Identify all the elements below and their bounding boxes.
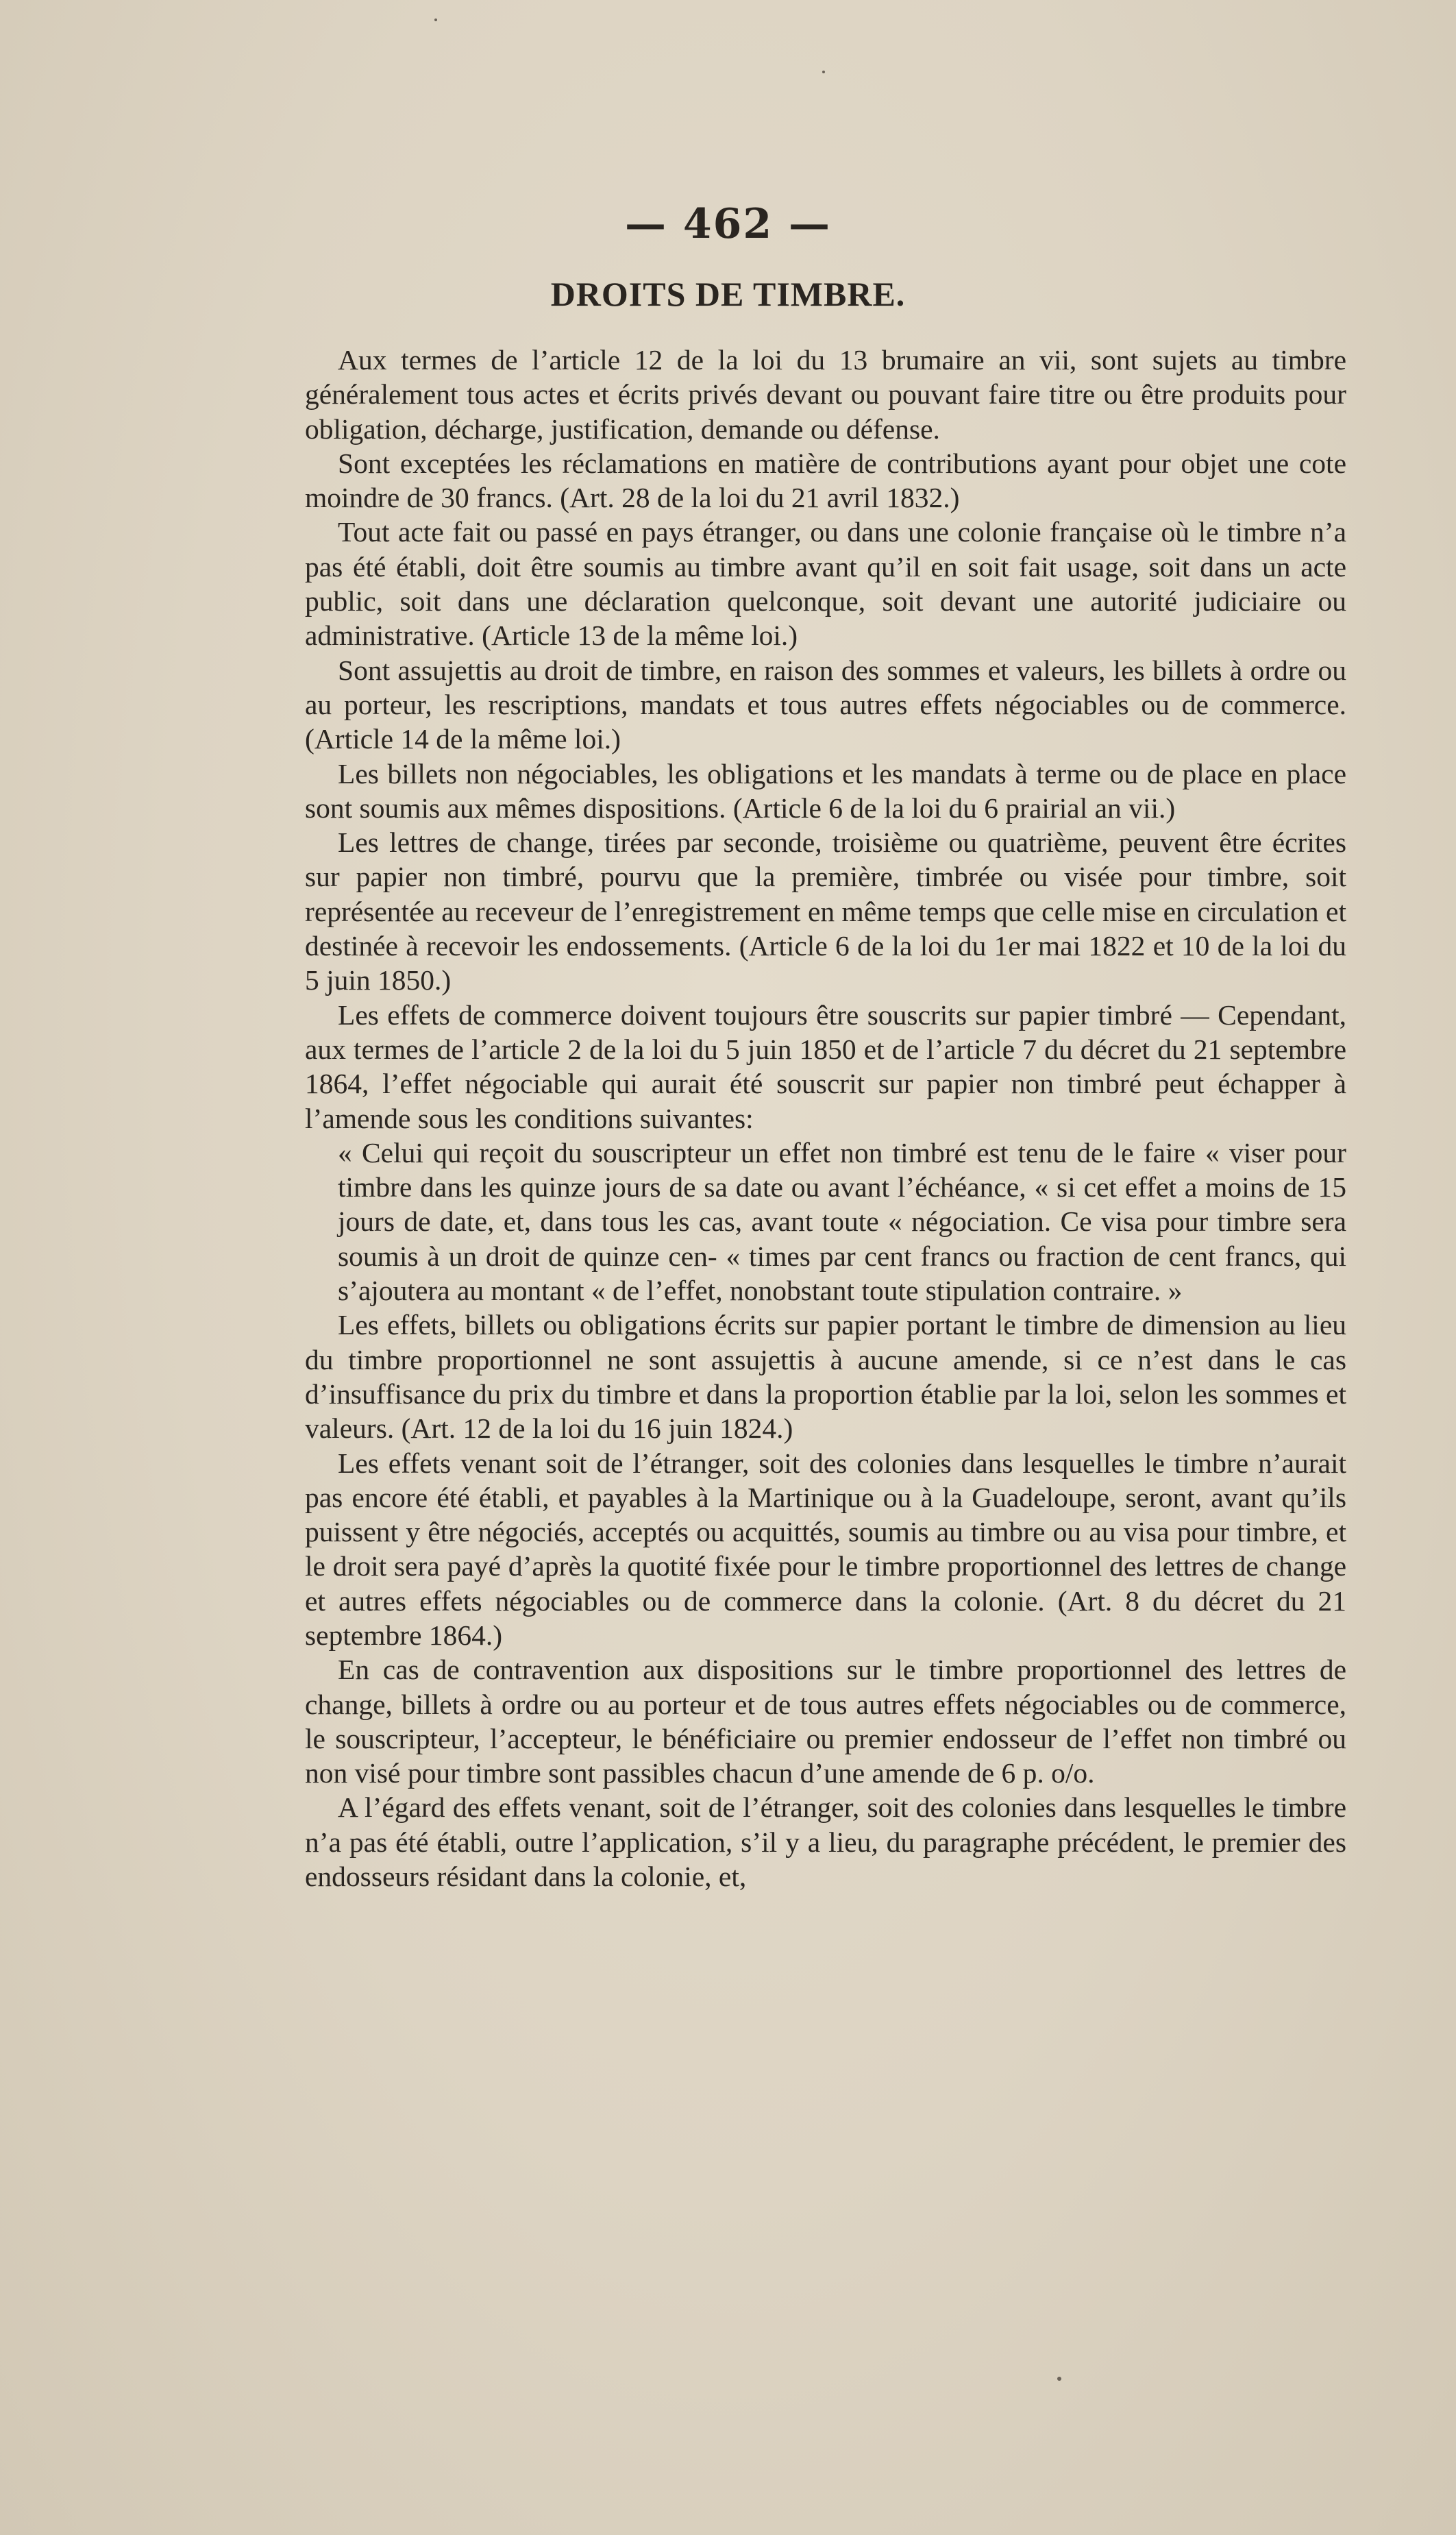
print-speck [434,19,437,21]
quoted-decree: « Celui qui reçoit du souscripteur un effet non timbré est tenu de le faire « viser pour timbre dans les quinze jours de sa date ou avant l’échéance, « si cet effet a moins de 15 jours de date, et, dans tous les cas, avant toute « négociation. Ce visa pour timbre sera soumis à un droit de quinze cen- « times par cent francs ou fraction de cent francs, qui s’ajoutera au montant « de l’effet, nonobstant toute stipulation contraire. » [338,1136,1346,1307]
paragraph: Les lettres de change, tirées par seconde, troisième ou quatrième, peuvent être écrites sur papier non timbré, pourvu que la première, timbrée ou visée pour timbre, soit représentée au receveur de l’enregistrement en même temps que celle mise en circulation et destinée à recevoir les endossements. (Article 6 de la loi du 1er mai 1822 et 10 de la loi du 5 juin 1850.) [305,826,1346,996]
page-title: DROITS DE TIMBRE. [550,275,906,313]
body-text [305,343,1346,1894]
paragraph: Sont assujettis au droit de timbre, en raison des sommes et valeurs, les billets à ordre ou au porteur, les rescriptions, mandats et tous autres effets négociables ou de commerce. (Article 14 de la même loi.) [305,654,1346,755]
print-speck [822,71,825,73]
paragraph: Tout acte fait ou passé en pays étranger, ou dans une colonie française où le timbre n’a pas été établi, doit être soumis au timbre avant qu’il en soit fait usage, soit dans un acte public, soit dans une déclaration quelconque, soit devant une autorité judiciaire ou administrative. (Article 13 de la même loi.) [305,516,1346,652]
page-number: — 462 — [624,200,832,248]
paragraph: Les effets de commerce doivent toujours être souscrits sur papier timbré — Cependant, aux termes de l’article 2 de la loi du 5 juin 1850 et de l’article 7 du décret du 21 septembre 1864, l’effet négociable qui aurait été souscrit sur papier non timbré peut échapper à l’amende sous les conditions suivantes: [305,999,1346,1134]
paragraph: Aux termes de l’article 12 de la loi du 13 brumaire an vii, sont sujets au timbre généralement tous actes et écrits privés devant ou pouvant faire titre ou être produits pour obligation, décharge, justification, demande ou défense. [305,344,1346,445]
paragraph: Les effets venant soit de l’étranger, soit des colonies dans lesquelles le timbre n’aurait pas encore été établi, et payables à la Martinique ou à la Guadeloupe, seront, avant qu’ils puissent y être négociés, acceptés ou acquittés, soumis au timbre ou au visa pour timbre, et le droit sera payé d’après la quotité fixée pour le timbre proportionnel des lettres de change et autres effets négociables ou de commerce dans la colonie. (Art. 8 du décret du 21 septembre 1864.) [305,1447,1346,1651]
print-speck [1057,2377,1061,2381]
paragraph: Sont exceptées les réclamations en matière de contributions ayant pour objet une cote moindre de 30 francs. (Art. 28 de la loi du 21 avril 1832.) [305,447,1346,514]
paragraph: En cas de contravention aux dispositions sur le timbre proportionnel des lettres de change, billets à ordre ou au porteur et de tous autres effets négociables ou de commerce, le souscripteur, l’accepteur, le bénéficiaire ou premier endosseur de l’effet non timbré ou non visé pour timbre sont passibles chacun d’une amende de 6 p. o/o. [305,1654,1346,1789]
paragraph: Les effets, billets ou obligations écrits sur papier portant le timbre de dimension au lieu du timbre proportionnel ne sont assujettis à aucune amende, si ce n’est dans le cas d’insuffisance du prix du timbre et dans la proportion établie par la loi, selon les sommes et valeurs. (Art. 12 de la loi du 16 juin 1824.) [305,1309,1346,1445]
paragraph: A l’égard des effets venant, soit de l’étranger, soit des colonies dans lesquelles le timbre n’a pas été établi, outre l’application, s’il y a lieu, du paragraphe précédent, le premier des endosseurs résidant dans la colonie, et, [305,1791,1346,1893]
paragraph: Les billets non négociables, les obligations et les mandats à terme ou de place en place sont soumis aux mêmes dispositions. (Article 6 de la loi du 6 prairial an vii.) [305,757,1346,824]
